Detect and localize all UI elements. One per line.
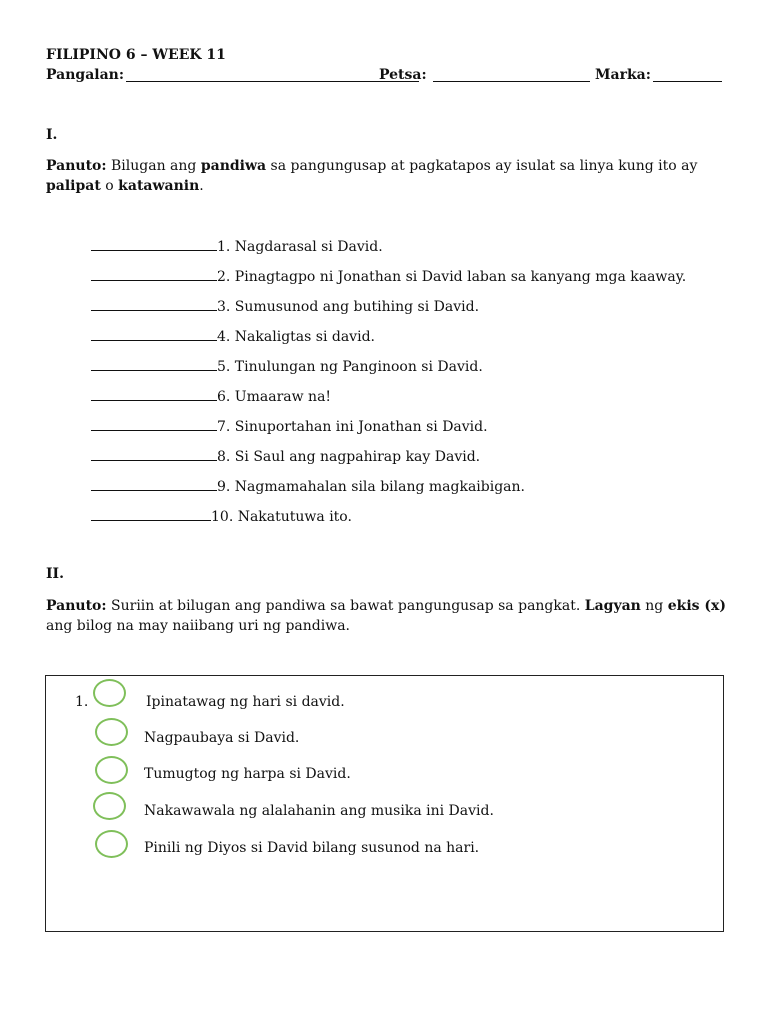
answer-circle[interactable] [93,679,126,707]
item-text: 3. Sumusunod ang butihing si David. [217,299,480,315]
part-1-numeral: I. [46,127,58,143]
answer-line[interactable] [91,506,211,521]
answer-circle[interactable] [93,792,126,820]
instruction-text: Bilugan ang [106,158,201,174]
instruction-bold: pandiwa [200,158,267,174]
item-text: 5. Tinulungan ng Panginoon si David. [217,359,483,375]
list-item [91,416,488,436]
instruction-text: . [199,178,204,194]
answer-circle[interactable] [95,830,128,858]
item-text: 6. Umaaraw na! [217,389,332,405]
option-text: Pinili ng Diyos si David bilang susunod na hari. [144,840,480,856]
list-item [91,446,480,466]
answer-circle[interactable] [95,718,128,746]
answer-line[interactable] [91,266,217,281]
instruction-label: Panuto: [46,598,107,614]
item-text: 10. Nakatutuwa ito. [211,509,352,525]
list-item [91,476,525,496]
answer-line[interactable] [91,326,217,341]
part-2-instruction [46,596,726,636]
item-text: 7. Sinuportahan ini Jonathan si David. [217,419,488,435]
answer-circle[interactable] [95,756,128,784]
item-text: 2. Pinagtagpo ni Jonathan si David laban sa kanyang mga kaaway. [217,269,687,285]
date-input-line[interactable] [433,81,590,82]
instruction-text: ang bilog na may naiibang uri ng pandiwa. [46,618,350,634]
list-item [91,506,352,526]
instruction-text: ng [640,598,668,614]
item-text: 8. Si Saul ang nagpahirap kay David. [217,449,481,465]
item-text: 1. Nagdarasal si David. [217,239,383,255]
option-text: Ipinatawag ng hari si david. [146,694,345,710]
instruction-text: o [100,178,119,194]
name-input-line[interactable] [126,81,419,82]
item-text: 4. Nakaligtas si david. [217,329,375,345]
answer-line[interactable] [91,386,217,401]
option-text: Nagpaubaya si David. [144,730,300,746]
instruction-bold: ekis (x) [667,598,727,614]
part-1-instruction [46,156,726,196]
instruction-text: sa pangungusap at pagkatapos ay isulat sa linya kung ito ay [266,158,698,174]
instruction-text: Suriin at bilugan ang pandiwa sa bawat pangungusap sa pangkat. [106,598,585,614]
date-label: Petsa: [379,67,427,83]
grade-label: Marka: [595,67,651,83]
instruction-label: Panuto: [46,158,107,174]
answer-line[interactable] [91,446,217,461]
worksheet-title: FILIPINO 6 – WEEK 11 [46,47,226,63]
instruction-bold: palipat [46,178,101,194]
answer-line[interactable] [91,236,217,251]
list-item [91,236,383,256]
option-text: Tumugtog ng harpa si David. [144,766,351,782]
list-item [91,356,483,376]
list-item [91,296,479,316]
student-info-row [46,67,726,87]
answer-line[interactable] [91,296,217,311]
grade-input-line[interactable] [653,81,722,82]
answer-line[interactable] [91,476,217,491]
instruction-bold: katawanin [118,178,200,194]
option-text: Nakawawala ng alalahanin ang musika ini David. [144,803,494,819]
list-item [91,326,375,346]
answer-line[interactable] [91,356,217,371]
part-2-numeral: II. [46,566,64,582]
list-item [91,266,686,286]
answer-line[interactable] [91,416,217,431]
group-number: 1. [75,694,89,710]
name-label: Pangalan: [46,67,124,83]
list-item [91,386,331,406]
item-text: 9. Nagmamahalan sila bilang magkaibigan. [217,479,525,495]
instruction-bold: Lagyan [584,598,641,614]
